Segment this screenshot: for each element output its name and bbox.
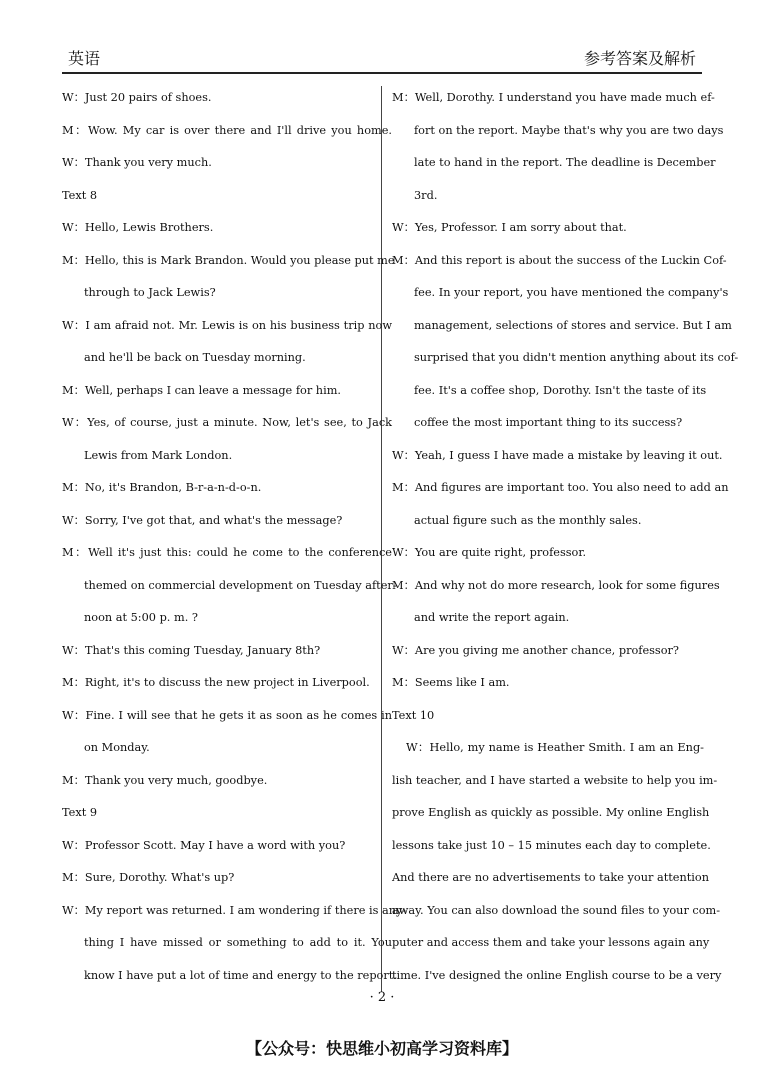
text-line: and write the report again.	[414, 611, 570, 624]
text-line: thing I have missed or something to add to it. You	[84, 936, 392, 949]
text-line: And there are no advertisements to take your attention	[392, 871, 709, 884]
text-line: W：Just 20 pairs of shoes.	[62, 91, 212, 104]
text-line: M：Well, perhaps I can leave a message for him.	[62, 383, 341, 397]
text-line: actual figure such as the monthly sales.	[414, 513, 642, 527]
text-line: puter and access them and take your lessons again any	[392, 936, 710, 949]
text-line: W：Professor Scott. May I have a word with you?	[62, 838, 346, 852]
text-line: W：Fine. I will see that he gets it as soon as he comes in	[62, 708, 392, 722]
text-line: M：No, it's Brandon, B-r-a-n-d-o-n.	[62, 481, 262, 494]
text-line: M：And figures are important too. You also need to add an	[392, 481, 729, 494]
text-line: W：Sorry, I've got that, and what's the message?	[62, 513, 343, 527]
text-line: 3rd.	[414, 188, 438, 202]
footer-banner: 【公众号：快思维小初高学习资料库】	[245, 1039, 518, 1058]
text-line: Lewis from Mark London.	[84, 448, 233, 462]
text-line: M：Sure, Dorothy. What's up?	[62, 871, 235, 884]
text-line: through to Jack Lewis?	[84, 286, 216, 299]
text-line: away. You can also download the sound files to your com-	[392, 903, 721, 917]
text-line: management, selections of stores and service. But I am	[414, 318, 732, 332]
text-line: M：Well it's just this: could he come to the conference	[62, 546, 392, 559]
text-line: W：I am afraid not. Mr. Lewis is on his business trip now	[62, 318, 392, 332]
text-line: fort on the report. Maybe that's why you are two days	[414, 123, 724, 137]
text-line: W：My report was returned. I am wondering if there is any-	[62, 903, 407, 917]
text-line: W：That's this coming Tuesday, January 8th?	[62, 643, 321, 657]
text-line: fee. It's a coffee shop, Dorothy. Isn't the taste of its	[414, 383, 707, 397]
section-heading: Text 8	[62, 188, 98, 202]
text-line: W：Are you giving me another chance, professor?	[392, 643, 679, 657]
text-line: and he'll be back on Tuesday morning.	[84, 351, 306, 364]
text-line: W：Yeah, I guess I have made a mistake by leaving it out.	[392, 448, 723, 462]
text-line: W：Yes, of course, just a minute. Now, let's see, to Jack	[62, 416, 392, 429]
subject-label: 英语	[68, 49, 101, 68]
section-label: 参考答案及解析	[583, 49, 696, 68]
text-line: M：Wow. My car is over there and I'll drive you home.	[62, 123, 392, 137]
text-line: M：And this report is about the success of the Luckin Cof-	[392, 253, 727, 267]
text-line: lessons take just 10 – 15 minutes each day to complete.	[392, 838, 711, 852]
text-line: themed on commercial development on Tuesday after-	[84, 578, 397, 592]
page-number: · 2 ·	[369, 990, 395, 1005]
text-line: fee. In your report, you have mentioned the company's	[414, 286, 729, 299]
text-line: M：Seems like I am.	[392, 676, 510, 689]
text-line: W：You are quite right, professor.	[392, 546, 587, 559]
text-line: lish teacher, and I have started a website to help you im-	[392, 773, 718, 787]
text-line: noon at 5:00 p. m. ?	[84, 611, 198, 624]
text-line: W：Hello, Lewis Brothers.	[62, 221, 214, 234]
text-line: on Monday.	[84, 741, 150, 754]
text-line: late to hand in the report. The deadline is December	[414, 156, 716, 169]
text-line: know I have put a lot of time and energy to the report.	[84, 968, 397, 982]
text-line: M：Hello, this is Mark Brandon. Would you please put me	[62, 253, 395, 267]
text-line: M：And why not do more research, look for some figures	[392, 578, 720, 592]
section-heading: Text 9	[62, 806, 98, 819]
section-heading: Text 10	[392, 708, 435, 722]
text-line: time. I've designed the online English course to be a very	[392, 968, 722, 982]
text-line: M：Well, Dorothy. I understand you have made much ef-	[392, 91, 715, 104]
text-line: surprised that you didn't mention anything about its cof-	[414, 351, 739, 364]
text-line: W：Yes, Professor. I am sorry about that.	[392, 221, 627, 234]
text-line: M：Right, it's to discuss the new project in Liverpool.	[62, 676, 370, 689]
text-line: coffee the most important thing to its success?	[414, 416, 683, 429]
text-line: prove English as quickly as possible. My online English	[392, 806, 710, 819]
text-line: W：Hello, my name is Heather Smith. I am an Eng-	[406, 741, 704, 754]
text-line: M：Thank you very much, goodbye.	[62, 773, 268, 787]
page-header	[62, 40, 702, 74]
text-line: W：Thank you very much.	[62, 156, 212, 169]
